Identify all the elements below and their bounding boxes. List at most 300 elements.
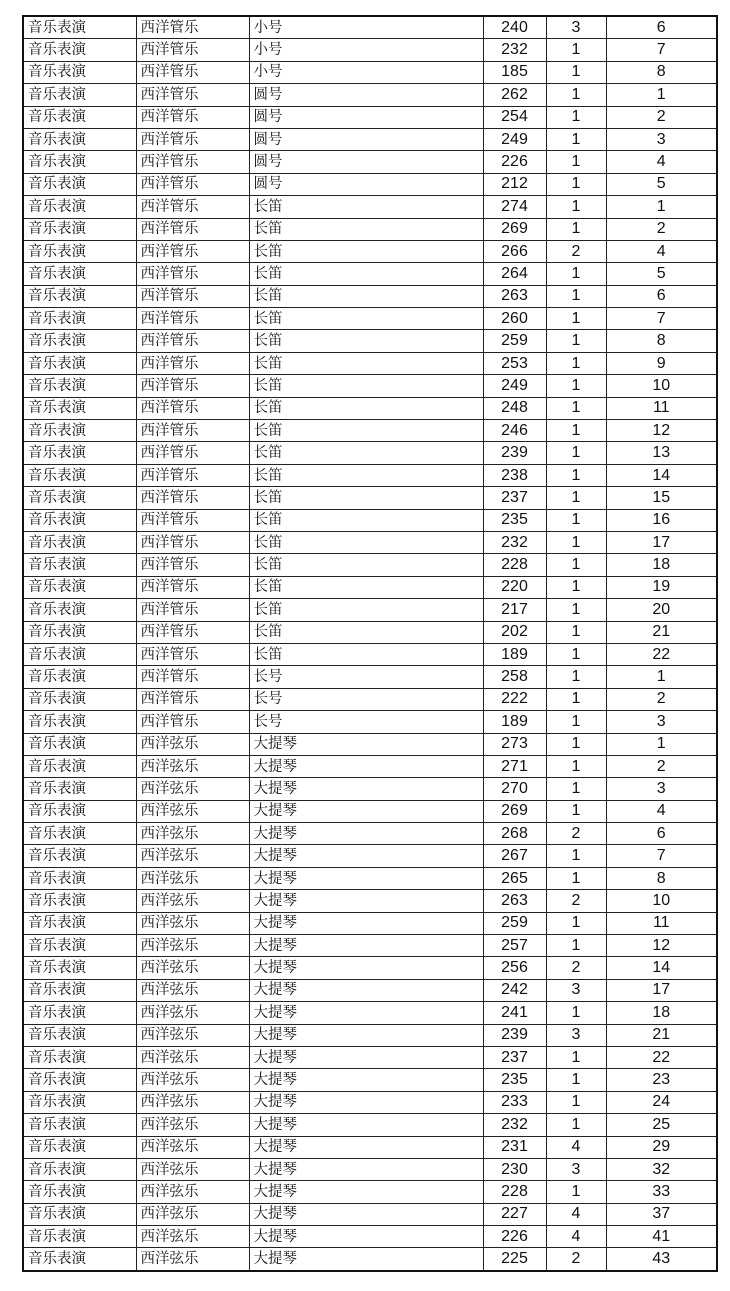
table-row [23, 755, 717, 777]
category-cell: 西洋管乐 [136, 84, 249, 106]
category-cell: 西洋弦乐 [136, 755, 249, 777]
count-cell: 1 [546, 1002, 606, 1024]
instrument-cell: 大提琴 [249, 1136, 483, 1158]
table-row [23, 643, 717, 665]
count-cell: 1 [546, 84, 606, 106]
category-cell: 西洋弦乐 [136, 1158, 249, 1180]
score-cell: 264 [483, 263, 546, 285]
instrument-cell: 大提琴 [249, 1248, 483, 1271]
category-cell: 西洋弦乐 [136, 1248, 249, 1271]
instrument-cell: 长笛 [249, 240, 483, 262]
instrument-cell: 大提琴 [249, 890, 483, 912]
table-row [23, 554, 717, 576]
major-cell: 音乐表演 [23, 16, 136, 39]
table-row [23, 397, 717, 419]
table-row [23, 151, 717, 173]
major-cell: 音乐表演 [23, 1158, 136, 1180]
table-row [23, 509, 717, 531]
table-row [23, 1226, 717, 1248]
rank-cell: 22 [606, 1046, 717, 1068]
table-row [23, 39, 717, 61]
score-cell: 238 [483, 464, 546, 486]
major-cell: 音乐表演 [23, 509, 136, 531]
count-cell: 1 [546, 61, 606, 83]
category-cell: 西洋弦乐 [136, 1203, 249, 1225]
rank-cell: 2 [606, 218, 717, 240]
count-cell: 1 [546, 800, 606, 822]
category-cell: 西洋管乐 [136, 442, 249, 464]
major-cell: 音乐表演 [23, 173, 136, 195]
count-cell: 3 [546, 16, 606, 39]
rank-cell: 12 [606, 420, 717, 442]
table-body [23, 16, 717, 1271]
table-row [23, 957, 717, 979]
instrument-cell: 大提琴 [249, 979, 483, 1001]
category-cell: 西洋管乐 [136, 420, 249, 442]
score-cell: 233 [483, 1091, 546, 1113]
count-cell: 1 [546, 330, 606, 352]
score-cell: 217 [483, 599, 546, 621]
table-row [23, 823, 717, 845]
major-cell: 音乐表演 [23, 599, 136, 621]
instrument-cell: 大提琴 [249, 1203, 483, 1225]
score-cell: 248 [483, 397, 546, 419]
category-cell: 西洋管乐 [136, 599, 249, 621]
rank-cell: 3 [606, 711, 717, 733]
count-cell: 1 [546, 643, 606, 665]
major-cell: 音乐表演 [23, 755, 136, 777]
major-cell: 音乐表演 [23, 1114, 136, 1136]
count-cell: 1 [546, 688, 606, 710]
score-cell: 273 [483, 733, 546, 755]
major-cell: 音乐表演 [23, 643, 136, 665]
instrument-cell: 大提琴 [249, 1091, 483, 1113]
table-row [23, 800, 717, 822]
category-cell: 西洋管乐 [136, 263, 249, 285]
score-cell: 189 [483, 711, 546, 733]
score-cell: 265 [483, 867, 546, 889]
rank-cell: 18 [606, 554, 717, 576]
rank-cell: 14 [606, 957, 717, 979]
rank-cell: 43 [606, 1248, 717, 1271]
rank-cell: 15 [606, 487, 717, 509]
rank-cell: 5 [606, 173, 717, 195]
score-cell: 262 [483, 84, 546, 106]
count-cell: 2 [546, 890, 606, 912]
count-cell: 1 [546, 106, 606, 128]
instrument-cell: 长笛 [249, 509, 483, 531]
category-cell: 西洋弦乐 [136, 733, 249, 755]
rank-cell: 12 [606, 935, 717, 957]
count-cell: 1 [546, 218, 606, 240]
major-cell: 音乐表演 [23, 1181, 136, 1203]
major-cell: 音乐表演 [23, 1046, 136, 1068]
major-cell: 音乐表演 [23, 84, 136, 106]
rank-cell: 8 [606, 330, 717, 352]
rank-cell: 25 [606, 1114, 717, 1136]
table-row [23, 599, 717, 621]
count-cell: 1 [546, 935, 606, 957]
table-row [23, 1114, 717, 1136]
table-row [23, 420, 717, 442]
table-row [23, 352, 717, 374]
score-cell: 263 [483, 890, 546, 912]
major-cell: 音乐表演 [23, 1002, 136, 1024]
rank-cell: 33 [606, 1181, 717, 1203]
instrument-cell: 大提琴 [249, 845, 483, 867]
table-row [23, 1181, 717, 1203]
score-cell: 267 [483, 845, 546, 867]
instrument-cell: 大提琴 [249, 778, 483, 800]
category-cell: 西洋弦乐 [136, 979, 249, 1001]
table-row [23, 442, 717, 464]
score-cell: 232 [483, 39, 546, 61]
table-row [23, 128, 717, 150]
category-cell: 西洋管乐 [136, 352, 249, 374]
major-cell: 音乐表演 [23, 1091, 136, 1113]
category-cell: 西洋管乐 [136, 128, 249, 150]
rank-cell: 16 [606, 509, 717, 531]
instrument-cell: 长笛 [249, 643, 483, 665]
instrument-cell: 长笛 [249, 464, 483, 486]
category-cell: 西洋管乐 [136, 39, 249, 61]
score-cell: 274 [483, 196, 546, 218]
table-row [23, 621, 717, 643]
rank-cell: 18 [606, 1002, 717, 1024]
rank-cell: 6 [606, 285, 717, 307]
category-cell: 西洋管乐 [136, 285, 249, 307]
rank-cell: 9 [606, 352, 717, 374]
count-cell: 3 [546, 1158, 606, 1180]
score-cell: 235 [483, 509, 546, 531]
table-row [23, 196, 717, 218]
major-cell: 音乐表演 [23, 285, 136, 307]
table-row [23, 16, 717, 39]
major-cell: 音乐表演 [23, 1136, 136, 1158]
score-cell: 270 [483, 778, 546, 800]
count-cell: 1 [546, 509, 606, 531]
category-cell: 西洋管乐 [136, 61, 249, 83]
category-cell: 西洋弦乐 [136, 867, 249, 889]
instrument-cell: 大提琴 [249, 1114, 483, 1136]
score-cell: 263 [483, 285, 546, 307]
count-cell: 1 [546, 599, 606, 621]
score-cell: 258 [483, 666, 546, 688]
major-cell: 音乐表演 [23, 576, 136, 598]
major-cell: 音乐表演 [23, 106, 136, 128]
rank-cell: 17 [606, 979, 717, 1001]
rank-cell: 6 [606, 16, 717, 39]
score-cell: 227 [483, 1203, 546, 1225]
instrument-cell: 长笛 [249, 576, 483, 598]
rank-cell: 22 [606, 643, 717, 665]
rank-cell: 7 [606, 39, 717, 61]
instrument-cell: 大提琴 [249, 823, 483, 845]
score-ranking-table [22, 15, 718, 1272]
major-cell: 音乐表演 [23, 800, 136, 822]
category-cell: 西洋弦乐 [136, 1226, 249, 1248]
table-row [23, 1158, 717, 1180]
instrument-cell: 长笛 [249, 554, 483, 576]
table-row [23, 1091, 717, 1113]
rank-cell: 1 [606, 666, 717, 688]
table-row [23, 61, 717, 83]
category-cell: 西洋管乐 [136, 330, 249, 352]
table-row [23, 576, 717, 598]
rank-cell: 4 [606, 800, 717, 822]
major-cell: 音乐表演 [23, 531, 136, 553]
instrument-cell: 长笛 [249, 352, 483, 374]
score-cell: 254 [483, 106, 546, 128]
score-cell: 257 [483, 935, 546, 957]
category-cell: 西洋管乐 [136, 173, 249, 195]
score-cell: 202 [483, 621, 546, 643]
rank-cell: 8 [606, 61, 717, 83]
count-cell: 4 [546, 1203, 606, 1225]
rank-cell: 20 [606, 599, 717, 621]
score-cell: 239 [483, 442, 546, 464]
instrument-cell: 长笛 [249, 487, 483, 509]
rank-cell: 3 [606, 128, 717, 150]
table-row [23, 935, 717, 957]
table-row [23, 778, 717, 800]
instrument-cell: 长笛 [249, 621, 483, 643]
category-cell: 西洋弦乐 [136, 935, 249, 957]
count-cell: 2 [546, 240, 606, 262]
category-cell: 西洋管乐 [136, 487, 249, 509]
score-cell: 232 [483, 531, 546, 553]
category-cell: 西洋弦乐 [136, 1114, 249, 1136]
rank-cell: 10 [606, 375, 717, 397]
instrument-cell: 大提琴 [249, 1069, 483, 1091]
table-row [23, 711, 717, 733]
major-cell: 音乐表演 [23, 1226, 136, 1248]
score-cell: 260 [483, 308, 546, 330]
major-cell: 音乐表演 [23, 733, 136, 755]
count-cell: 1 [546, 1181, 606, 1203]
table-row [23, 867, 717, 889]
rank-cell: 21 [606, 1024, 717, 1046]
major-cell: 音乐表演 [23, 1069, 136, 1091]
rank-cell: 4 [606, 240, 717, 262]
count-cell: 1 [546, 151, 606, 173]
category-cell: 西洋管乐 [136, 151, 249, 173]
major-cell: 音乐表演 [23, 375, 136, 397]
score-cell: 271 [483, 755, 546, 777]
score-cell: 226 [483, 151, 546, 173]
instrument-cell: 大提琴 [249, 800, 483, 822]
rank-cell: 8 [606, 867, 717, 889]
category-cell: 西洋管乐 [136, 397, 249, 419]
count-cell: 1 [546, 531, 606, 553]
count-cell: 1 [546, 420, 606, 442]
count-cell: 1 [546, 1114, 606, 1136]
category-cell: 西洋管乐 [136, 240, 249, 262]
category-cell: 西洋管乐 [136, 554, 249, 576]
score-cell: 222 [483, 688, 546, 710]
instrument-cell: 长笛 [249, 218, 483, 240]
instrument-cell: 圆号 [249, 106, 483, 128]
instrument-cell: 长号 [249, 711, 483, 733]
score-cell: 256 [483, 957, 546, 979]
major-cell: 音乐表演 [23, 778, 136, 800]
table-row [23, 1136, 717, 1158]
instrument-cell: 圆号 [249, 173, 483, 195]
major-cell: 音乐表演 [23, 420, 136, 442]
major-cell: 音乐表演 [23, 621, 136, 643]
table-row [23, 890, 717, 912]
score-cell: 231 [483, 1136, 546, 1158]
table-row [23, 106, 717, 128]
instrument-cell: 大提琴 [249, 912, 483, 934]
rank-cell: 2 [606, 688, 717, 710]
rank-cell: 11 [606, 397, 717, 419]
instrument-cell: 长笛 [249, 531, 483, 553]
category-cell: 西洋管乐 [136, 16, 249, 39]
count-cell: 1 [546, 464, 606, 486]
count-cell: 1 [546, 375, 606, 397]
major-cell: 音乐表演 [23, 263, 136, 285]
category-cell: 西洋弦乐 [136, 890, 249, 912]
count-cell: 2 [546, 823, 606, 845]
instrument-cell: 大提琴 [249, 957, 483, 979]
instrument-cell: 长笛 [249, 375, 483, 397]
instrument-cell: 长笛 [249, 599, 483, 621]
rank-cell: 37 [606, 1203, 717, 1225]
category-cell: 西洋弦乐 [136, 778, 249, 800]
category-cell: 西洋弦乐 [136, 845, 249, 867]
count-cell: 1 [546, 285, 606, 307]
count-cell: 3 [546, 1024, 606, 1046]
category-cell: 西洋弦乐 [136, 1024, 249, 1046]
category-cell: 西洋弦乐 [136, 1136, 249, 1158]
rank-cell: 13 [606, 442, 717, 464]
category-cell: 西洋管乐 [136, 711, 249, 733]
count-cell: 1 [546, 442, 606, 464]
score-cell: 259 [483, 330, 546, 352]
score-cell: 235 [483, 1069, 546, 1091]
category-cell: 西洋弦乐 [136, 912, 249, 934]
count-cell: 1 [546, 1091, 606, 1113]
rank-cell: 17 [606, 531, 717, 553]
count-cell: 1 [546, 778, 606, 800]
category-cell: 西洋弦乐 [136, 1181, 249, 1203]
count-cell: 1 [546, 666, 606, 688]
table-row [23, 733, 717, 755]
major-cell: 音乐表演 [23, 352, 136, 374]
instrument-cell: 长笛 [249, 330, 483, 352]
score-cell: 242 [483, 979, 546, 1001]
rank-cell: 24 [606, 1091, 717, 1113]
instrument-cell: 大提琴 [249, 935, 483, 957]
score-cell: 237 [483, 1046, 546, 1068]
major-cell: 音乐表演 [23, 688, 136, 710]
count-cell: 1 [546, 1069, 606, 1091]
score-cell: 239 [483, 1024, 546, 1046]
table-row [23, 1002, 717, 1024]
rank-cell: 19 [606, 576, 717, 598]
score-cell: 253 [483, 352, 546, 374]
instrument-cell: 大提琴 [249, 1181, 483, 1203]
major-cell: 音乐表演 [23, 666, 136, 688]
table-row [23, 84, 717, 106]
count-cell: 4 [546, 1136, 606, 1158]
rank-cell: 3 [606, 778, 717, 800]
major-cell: 音乐表演 [23, 823, 136, 845]
instrument-cell: 小号 [249, 61, 483, 83]
instrument-cell: 长笛 [249, 263, 483, 285]
table-row [23, 375, 717, 397]
count-cell: 1 [546, 1046, 606, 1068]
instrument-cell: 大提琴 [249, 755, 483, 777]
instrument-cell: 大提琴 [249, 733, 483, 755]
category-cell: 西洋管乐 [136, 106, 249, 128]
instrument-cell: 长笛 [249, 397, 483, 419]
score-cell: 266 [483, 240, 546, 262]
rank-cell: 29 [606, 1136, 717, 1158]
category-cell: 西洋管乐 [136, 375, 249, 397]
rank-cell: 11 [606, 912, 717, 934]
major-cell: 音乐表演 [23, 979, 136, 1001]
score-cell: 269 [483, 218, 546, 240]
count-cell: 1 [546, 173, 606, 195]
count-cell: 3 [546, 979, 606, 1001]
category-cell: 西洋管乐 [136, 531, 249, 553]
major-cell: 音乐表演 [23, 554, 136, 576]
category-cell: 西洋管乐 [136, 688, 249, 710]
count-cell: 1 [546, 263, 606, 285]
score-cell: 230 [483, 1158, 546, 1180]
major-cell: 音乐表演 [23, 196, 136, 218]
table-row [23, 285, 717, 307]
count-cell: 1 [546, 397, 606, 419]
instrument-cell: 大提琴 [249, 1158, 483, 1180]
table-row [23, 263, 717, 285]
category-cell: 西洋弦乐 [136, 1002, 249, 1024]
rank-cell: 2 [606, 755, 717, 777]
category-cell: 西洋管乐 [136, 464, 249, 486]
table-row [23, 464, 717, 486]
category-cell: 西洋管乐 [136, 218, 249, 240]
instrument-cell: 小号 [249, 16, 483, 39]
rank-cell: 1 [606, 733, 717, 755]
score-cell: 228 [483, 1181, 546, 1203]
table-row [23, 330, 717, 352]
instrument-cell: 大提琴 [249, 1002, 483, 1024]
table-row [23, 487, 717, 509]
category-cell: 西洋管乐 [136, 576, 249, 598]
category-cell: 西洋弦乐 [136, 1046, 249, 1068]
table-row [23, 688, 717, 710]
score-cell: 232 [483, 1114, 546, 1136]
major-cell: 音乐表演 [23, 845, 136, 867]
major-cell: 音乐表演 [23, 330, 136, 352]
rank-cell: 7 [606, 308, 717, 330]
table-row [23, 845, 717, 867]
count-cell: 1 [546, 621, 606, 643]
score-cell: 225 [483, 1248, 546, 1271]
rank-cell: 23 [606, 1069, 717, 1091]
instrument-cell: 长号 [249, 688, 483, 710]
category-cell: 西洋弦乐 [136, 957, 249, 979]
score-cell: 237 [483, 487, 546, 509]
major-cell: 音乐表演 [23, 61, 136, 83]
table-row [23, 308, 717, 330]
major-cell: 音乐表演 [23, 1203, 136, 1225]
major-cell: 音乐表演 [23, 912, 136, 934]
count-cell: 1 [546, 755, 606, 777]
category-cell: 西洋管乐 [136, 308, 249, 330]
